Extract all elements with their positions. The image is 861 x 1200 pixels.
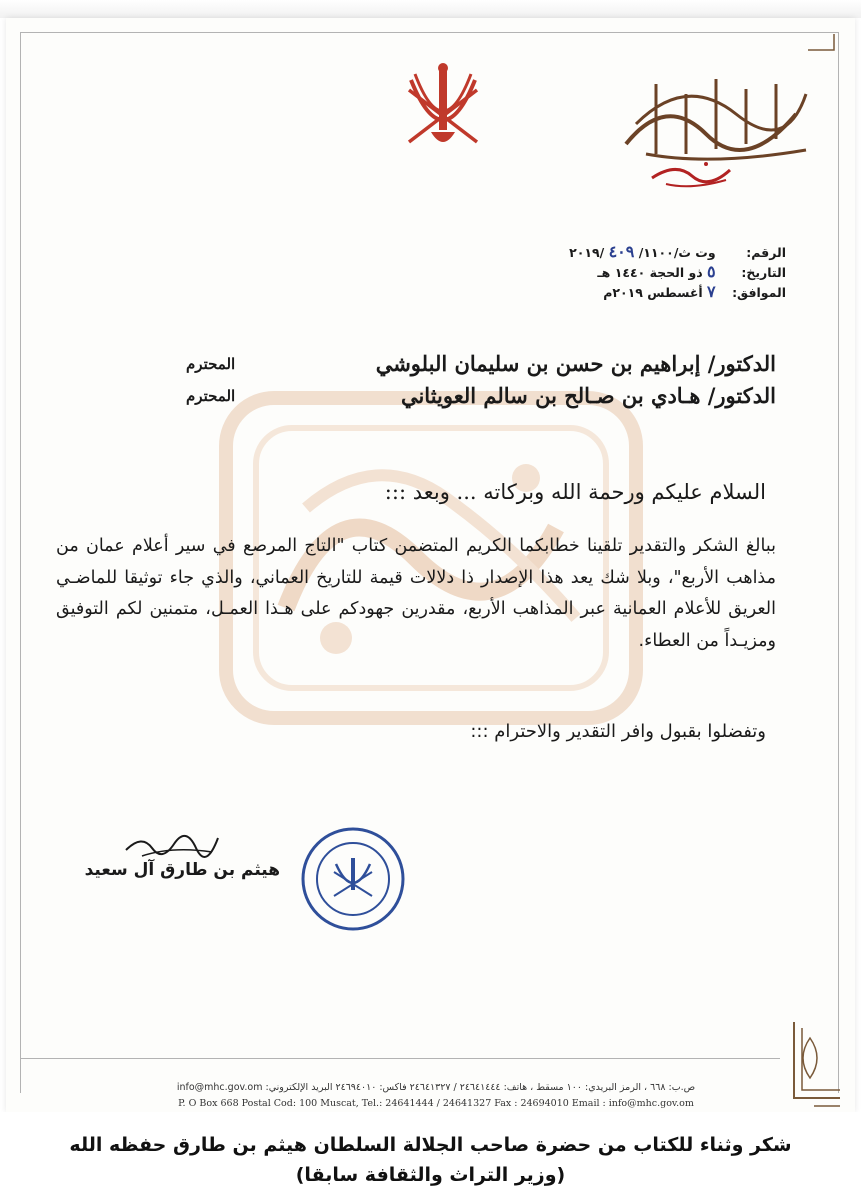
signature-icon xyxy=(122,830,222,862)
caption-line1: شكر وثناء للكتاب من حضرة صاحب الجلالة السلطان هيثم بن طارق حفظه الله xyxy=(69,1134,792,1156)
corner-ornament-icon xyxy=(784,1018,844,1112)
addressee-honorific: المحترم xyxy=(186,355,236,373)
closing-line: وتفضلوا بقبول وافر التقدير والاحترام ::: xyxy=(470,721,766,742)
reference-date-handwritten: ٥ xyxy=(707,262,716,281)
page-frame-bottom xyxy=(20,1058,780,1059)
corner-ornament-top-icon xyxy=(806,32,836,52)
minister-title-calligraphy-icon xyxy=(646,156,736,190)
reference-number-value: وت ث/١١٠٠/ xyxy=(638,245,716,260)
ministry-seal-icon xyxy=(298,824,408,934)
reference-number-row xyxy=(546,242,786,262)
addressee-name: الدكتور/ إبراهيم بن حسن بن سليمان البلوشي xyxy=(375,351,776,376)
reference-number-year: /٢٠١٩ xyxy=(569,245,605,260)
addressee-row xyxy=(186,380,776,412)
addressee-row xyxy=(186,348,776,380)
letter-body: ببالغ الشكر والتقدير تلقينا خطابكما الكريم المتضمن كتاب "التاج المرصع في سير أعلام عمان من مذاهب الأربع"، وبلا شك يعد هذا الإصدار ذا دلالات قيمة للتاريخ العماني، والذي جاء توثيقا للماضـي العريق للأعلام العمانية عبر المذاهب الأربع، مقدرين جهودكم على هـذا العمـل، متمنين لكم التوفيق ومزيـداً من العطاء. xyxy=(56,536,776,651)
reference-number-handwritten: ٤٠٩ xyxy=(608,242,635,261)
signatory-name: هيثم بن طارق آل سعيد xyxy=(84,860,280,880)
ministry-logo xyxy=(606,54,816,166)
reference-number-label: الرقم: xyxy=(746,245,786,260)
reference-corresponding-row xyxy=(546,282,786,302)
reference-date-value: ذو الحجة ١٤٤٠ هـ xyxy=(597,265,703,280)
oman-emblem-icon xyxy=(401,60,485,158)
greeting: السلام عليكم ورحمة الله وبركاته ... وبعد ::: xyxy=(384,480,766,504)
addressees xyxy=(186,348,776,412)
reference-corresponding-handwritten: ٧ xyxy=(707,282,716,301)
caption-line2: (وزير التراث والثقافة سابقا) xyxy=(295,1164,566,1186)
footer-address-arabic: ص.ب: ٦٦٨ ، الرمز البريدي: ١٠٠ مسقط ، هاتف: ٢٤٦٤١٤٤٤ / ٢٤٦٤١٣٢٧ فاكس: ٢٤٦٩٤٠١٠ البريد الإلكتروني: info@mhc.gov.om xyxy=(176,1082,696,1093)
ministry-calligraphy-icon xyxy=(606,54,816,166)
reference-block xyxy=(546,242,786,302)
ministry-seal xyxy=(298,824,408,934)
addressee-honorific: المحترم xyxy=(186,387,236,405)
caption-area xyxy=(0,1112,861,1200)
photo-top-edge xyxy=(0,0,861,18)
addressee-name: الدكتور/ هـادي بن صـالح بن سالم العويثاني xyxy=(400,383,776,408)
letter-sheet xyxy=(6,18,855,1112)
footer-address-english: P. O Box 668 Postal Cod: 100 Muscat, Tel.: 24641444 / 24641327 Fax : 24694010 Email : info@mhc.gov.om xyxy=(178,1098,694,1109)
reference-date-label: التاريخ: xyxy=(741,265,786,280)
reference-date-row xyxy=(546,262,786,282)
reference-corresponding-value: أغسطس ٢٠١٩م xyxy=(603,285,703,300)
reference-corresponding-label: الموافق: xyxy=(732,285,786,300)
